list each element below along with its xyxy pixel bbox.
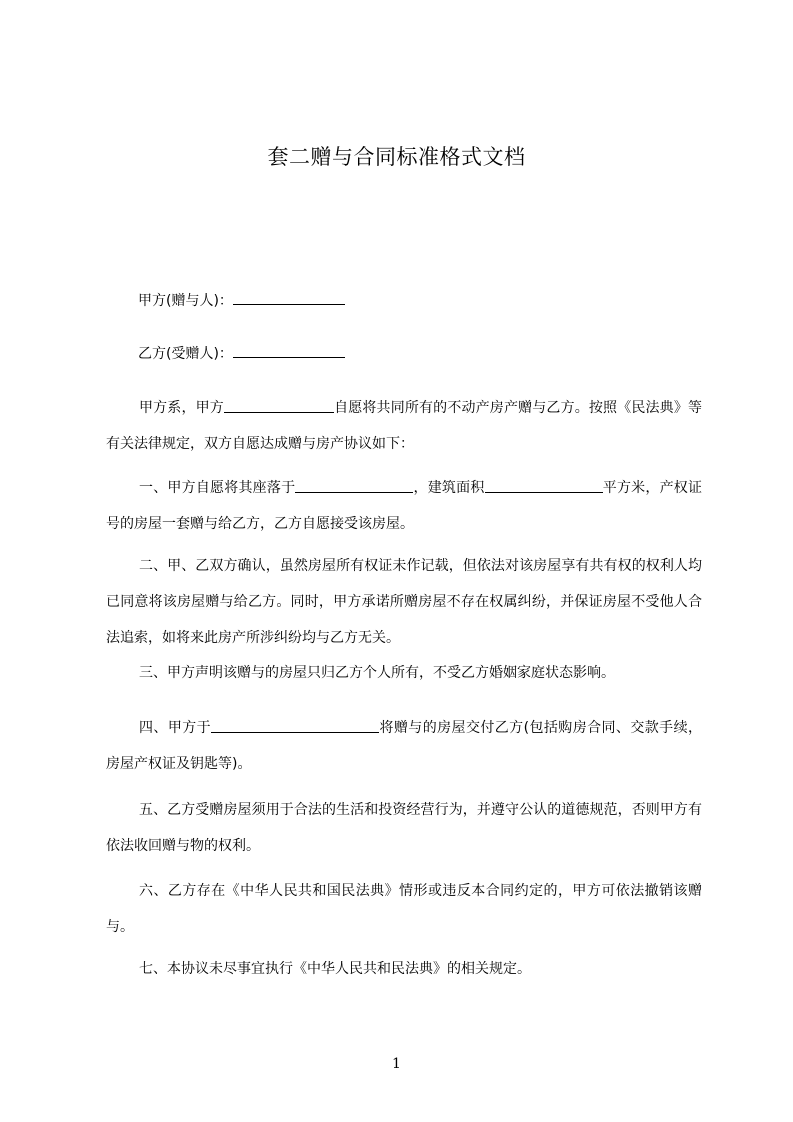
clause-1-mid: ，建筑面积 xyxy=(413,480,485,496)
clause-3: 三、甲方声明该赠与的房屋只归乙方个人所有，不受乙方婚姻家庭状态影响。 xyxy=(139,665,615,681)
intro-blank xyxy=(224,398,334,413)
party-b-label: 乙方(受赠人)： xyxy=(138,346,233,362)
location-blank xyxy=(295,478,413,493)
party-a-line xyxy=(138,290,345,311)
clause-1-pre: 一、甲方自愿将其座落于 xyxy=(139,480,296,496)
page-number: 1 xyxy=(392,1056,401,1072)
paragraph-intro xyxy=(106,390,702,462)
clause-4-post: 将赠与的房屋交付乙方(包括购房合同、交款手续，房屋产权证及钥匙等)。 xyxy=(106,720,702,772)
intro-text-pre: 甲方系，甲方 xyxy=(139,400,224,416)
party-a-label: 甲方(赠与人)： xyxy=(138,293,233,309)
clause-2: 二、甲、乙双方确认，虽然房屋所有权证未作记载，但依法对该房屋享有共有权的权利人均已同意将该房屋赠与给乙方。同时，甲方承诺所赠房屋不存在权属纠纷，并保证房屋不受他人合法追索，如将来此房产所涉纠纷均与乙方无关。 xyxy=(106,558,702,646)
intro-text-post: 自愿将共同所有的不动产房产赠与乙方。按照《民法典》等有关法律规定，双方自愿达成赠与房产协议如下： xyxy=(106,400,702,452)
clause-4-pre: 四、甲方于 xyxy=(139,720,212,736)
party-a-blank xyxy=(233,290,345,305)
clause-4 xyxy=(106,710,702,782)
clause-1-post: 平方米，产权证号的房屋一套赠与给乙方，乙方自愿接受该房屋。 xyxy=(106,480,703,532)
delivery-date-blank xyxy=(211,718,379,733)
area-blank xyxy=(485,478,603,493)
document-title: 套二赠与合同标准格式文档 xyxy=(267,145,526,169)
clause-5: 五、乙方受赠房屋须用于合法的生活和投资经营行为，并遵守公认的道德规范，否则甲方有依法收回赠与物的权利。 xyxy=(106,802,702,854)
party-b-blank xyxy=(233,343,345,358)
clause-6: 六、乙方存在《中华人民共和国民法典》情形或违反本合同约定的，甲方可依法撤销该赠与。 xyxy=(106,883,702,935)
clause-7: 七、本协议未尽事宜执行《中华人民共和民法典》的相关规定。 xyxy=(139,961,531,977)
party-b-line xyxy=(138,343,345,364)
clause-1 xyxy=(106,470,702,542)
